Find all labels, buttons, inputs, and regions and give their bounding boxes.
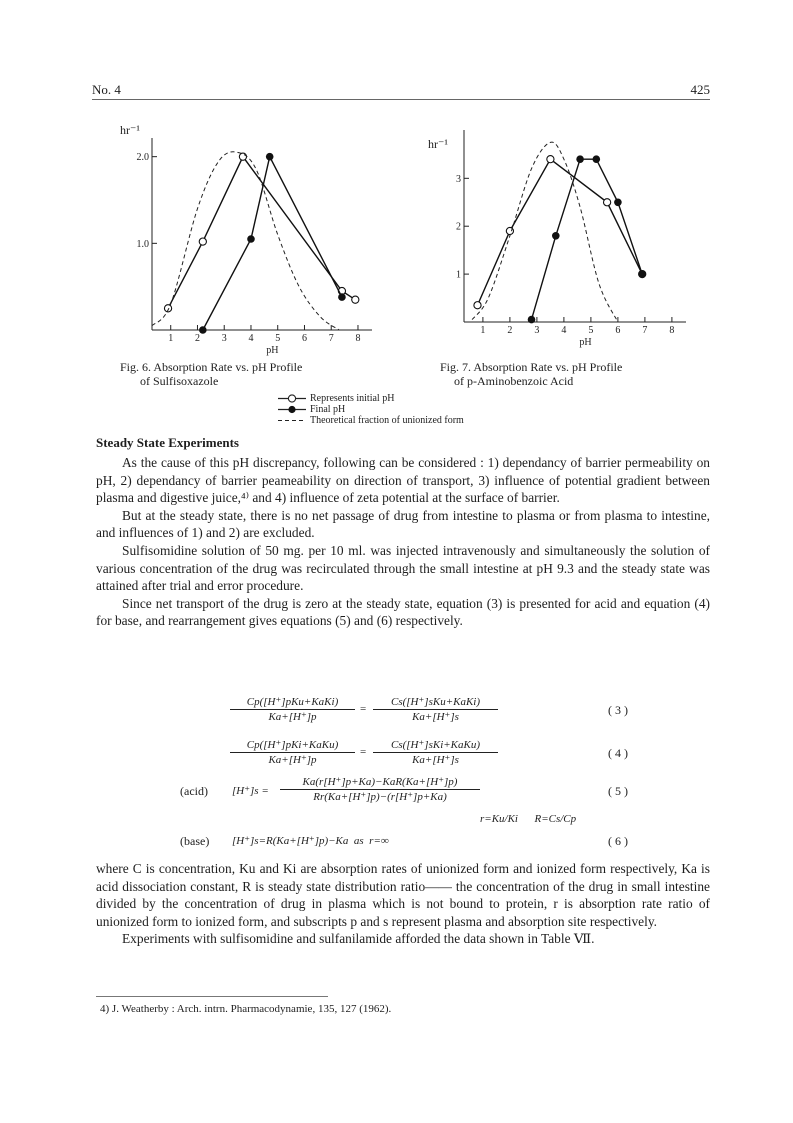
x-tick-label: 8 — [669, 325, 675, 336]
legend-row-theoretical — [276, 415, 464, 426]
footnote-rule — [96, 996, 328, 997]
equation-6 — [180, 834, 710, 852]
paragraph: where C is concentration, Ku and Ki are absorption rates of unionized form and ionized form respectively, Ka is acid dissociation constant, R is steady state distribution ratio—— the concentration of the drug in small intestine divided by the concentration of drug in plasma which is not bound to protein, r is absorption rate ratio of unionized form to ionized form, and subscripts p and s represent plasma and absorption site respectively. — [96, 861, 710, 929]
final-ph-point — [552, 232, 560, 240]
initial-ph-line — [478, 159, 643, 305]
paragraph: Sulfisomidine solution of 50 mg. per 10 ml. was injected intravenously and simultaneously the solution of various concentration of the drug was recirculated through the small intestine at pH 9.3 and the steady state was attained after trial and error procedure. — [96, 542, 710, 594]
equation-4 — [230, 738, 710, 772]
fig6-caption-line2: of Sulfisoxazole — [140, 374, 219, 388]
final-ph-point — [247, 235, 255, 243]
eq4-left-denominator: Ka+[H⁺]p — [268, 754, 317, 766]
fig7-axes — [456, 130, 686, 348]
initial-ph-point — [604, 199, 611, 206]
initial-ph-point — [474, 302, 481, 309]
eq5-lhs: [H⁺]s = — [232, 785, 269, 797]
eq3-left-denominator: Ka+[H⁺]p — [268, 711, 317, 723]
final-ph-point — [199, 326, 207, 334]
final-ph-line — [203, 157, 342, 330]
final-ph-point — [593, 155, 601, 163]
eq4-left-fraction — [230, 738, 355, 766]
x-tick-label: 7 — [642, 325, 648, 336]
eq3-right-fraction — [373, 695, 498, 723]
filled-circle-line-icon — [276, 404, 310, 415]
x-tick-label: 4 — [248, 333, 254, 344]
y-tick-label: 1.0 — [136, 238, 149, 250]
x-tick-label: 1 — [480, 325, 486, 336]
fig7-caption-line2: of p-Aminobenzoic Acid — [454, 374, 574, 388]
x-axis-label: pH — [266, 345, 279, 356]
fig6-axes — [137, 138, 373, 356]
eq5-numerator: Ka(r[H⁺]p+Ka)−KaR(Ka+[H⁺]p) — [280, 775, 480, 790]
x-tick-label: 1 — [168, 333, 174, 344]
eq6-number: ( 6 ) — [608, 834, 628, 848]
fig6-y-unit: hr⁻¹ — [120, 123, 140, 137]
fig6-caption — [120, 360, 400, 388]
legend-initial-ph-label: Represents initial pH — [310, 393, 395, 404]
y-tick-label: 1 — [456, 269, 461, 281]
initial-ph-point — [239, 153, 246, 160]
eq4-right-numerator: Cs([H⁺]sKi+KaKu) — [373, 738, 498, 753]
fig7-caption-line1: Fig. 7. Absorption Rate vs. pH Profile — [440, 360, 623, 374]
final-ph-point — [528, 316, 536, 324]
x-tick-label: 4 — [561, 325, 567, 336]
figure-7-chart — [424, 118, 704, 358]
initial-ph-line — [168, 157, 355, 309]
theoretical-curve — [152, 152, 339, 330]
paragraph: But at the steady state, there is no net passage of drug from intestine to plasma or from plasma to intestine, and influences of 1) and 2) are excluded. — [96, 507, 710, 541]
x-tick-label: 6 — [301, 333, 307, 344]
eq5-fraction — [280, 775, 480, 803]
initial-ph-point — [199, 238, 206, 245]
eq4-number: ( 4 ) — [608, 746, 628, 760]
final-ph-point — [576, 155, 584, 163]
footnote: 4) J. Weatherby : Arch. intrn. Pharmacodynamie, 135, 127 (1962). — [100, 1003, 392, 1015]
eq4-equals: = — [360, 746, 367, 758]
x-tick-label: 7 — [328, 333, 334, 344]
x-tick-label: 6 — [615, 325, 621, 336]
eq4-right-denominator: Ka+[H⁺]s — [412, 754, 459, 766]
fig7-y-unit: hr⁻¹ — [428, 137, 448, 151]
y-tick-label: 2 — [456, 221, 461, 233]
eq3-left-fraction — [230, 695, 355, 723]
body-text-top — [96, 454, 710, 630]
eq3-right-numerator: Cs([H⁺]sKu+KaKi) — [373, 695, 498, 710]
equation-3 — [230, 695, 710, 729]
running-head-journal-no: No. 4 — [92, 82, 121, 97]
y-tick-label: 2.0 — [136, 152, 149, 164]
paragraph: Since net transport of the drug is zero at the steady state, equation (3) is presented for acid and equation (4) for base, and rearrangement gives equations (5) and (6) respectively. — [96, 595, 710, 629]
paragraph: Experiments with sulfisomidine and sulfanilamide afforded the data shown in Table Ⅶ. — [122, 931, 595, 947]
x-tick-label: 5 — [588, 325, 594, 336]
legend-final-ph-label: Final pH — [310, 404, 346, 415]
eq5-number: ( 5 ) — [608, 784, 628, 798]
eq6-body: [H⁺]s=R(Ka+[H⁺]p)−Ka as r=∞ — [232, 835, 389, 847]
equation-5 — [180, 775, 710, 831]
legend-row-initial-ph — [276, 393, 464, 404]
eq4-right-fraction — [373, 738, 498, 766]
dashed-line-icon — [276, 415, 310, 426]
x-axis-label: pH — [579, 337, 592, 348]
legend-theoretical-label: Theoretical fraction of unionized form — [310, 415, 464, 426]
eq4-left-numerator: Cp([H⁺]pKi+KaKu) — [230, 738, 355, 753]
eq5-denominator: Rr(Ka+[H⁺]p)−(r[H⁺]p+Ka) — [313, 791, 447, 803]
x-tick-label: 2 — [507, 325, 513, 336]
final-ph-point — [614, 198, 622, 206]
fig6-caption-line1: Fig. 6. Absorption Rate vs. pH Profile — [120, 360, 303, 374]
x-tick-label: 2 — [194, 333, 200, 344]
x-tick-label: 5 — [275, 333, 281, 344]
page-number: 425 — [690, 82, 710, 97]
initial-ph-point — [352, 296, 359, 303]
section-heading: Steady State Experiments — [96, 435, 239, 450]
body-text-bottom — [96, 860, 710, 948]
legend-row-final-ph — [276, 404, 464, 415]
eq3-equals: = — [360, 703, 367, 715]
fig7-caption — [440, 360, 720, 388]
fig6-plot-area — [152, 152, 359, 334]
open-circle-line-icon — [276, 393, 310, 404]
final-ph-point — [266, 153, 274, 161]
eq3-right-denominator: Ka+[H⁺]s — [412, 711, 459, 723]
figure-legend — [276, 393, 464, 426]
eq3-number: ( 3 ) — [608, 703, 628, 717]
eq5-label: (acid) — [180, 784, 208, 798]
figure-6-chart — [110, 118, 390, 358]
paragraph: As the cause of this pH discrepancy, following can be considered : 1) dependancy of barrier permeability on pH, 2) dependancy of barrier peameability on direction of transport, 3) influence of potential gradient between plasma and digestive juice,⁴⁾ and 4) influence of zeta potential at the surface of barrier. — [96, 455, 710, 506]
eq6-label: (base) — [180, 834, 210, 848]
x-tick-label: 3 — [221, 333, 227, 344]
final-ph-point — [338, 293, 346, 301]
x-tick-label: 8 — [355, 333, 361, 344]
final-ph-point — [638, 270, 646, 278]
eq3-left-numerator: Cp([H⁺]pKu+KaKi) — [230, 695, 355, 710]
header-rule — [92, 99, 710, 100]
fig7-plot-area — [472, 142, 646, 323]
x-tick-label: 3 — [534, 325, 540, 336]
eq5-definitions: r=Ku/Ki R=Cs/Cp — [480, 813, 577, 825]
y-tick-label: 3 — [456, 173, 461, 185]
initial-ph-point — [547, 156, 554, 163]
